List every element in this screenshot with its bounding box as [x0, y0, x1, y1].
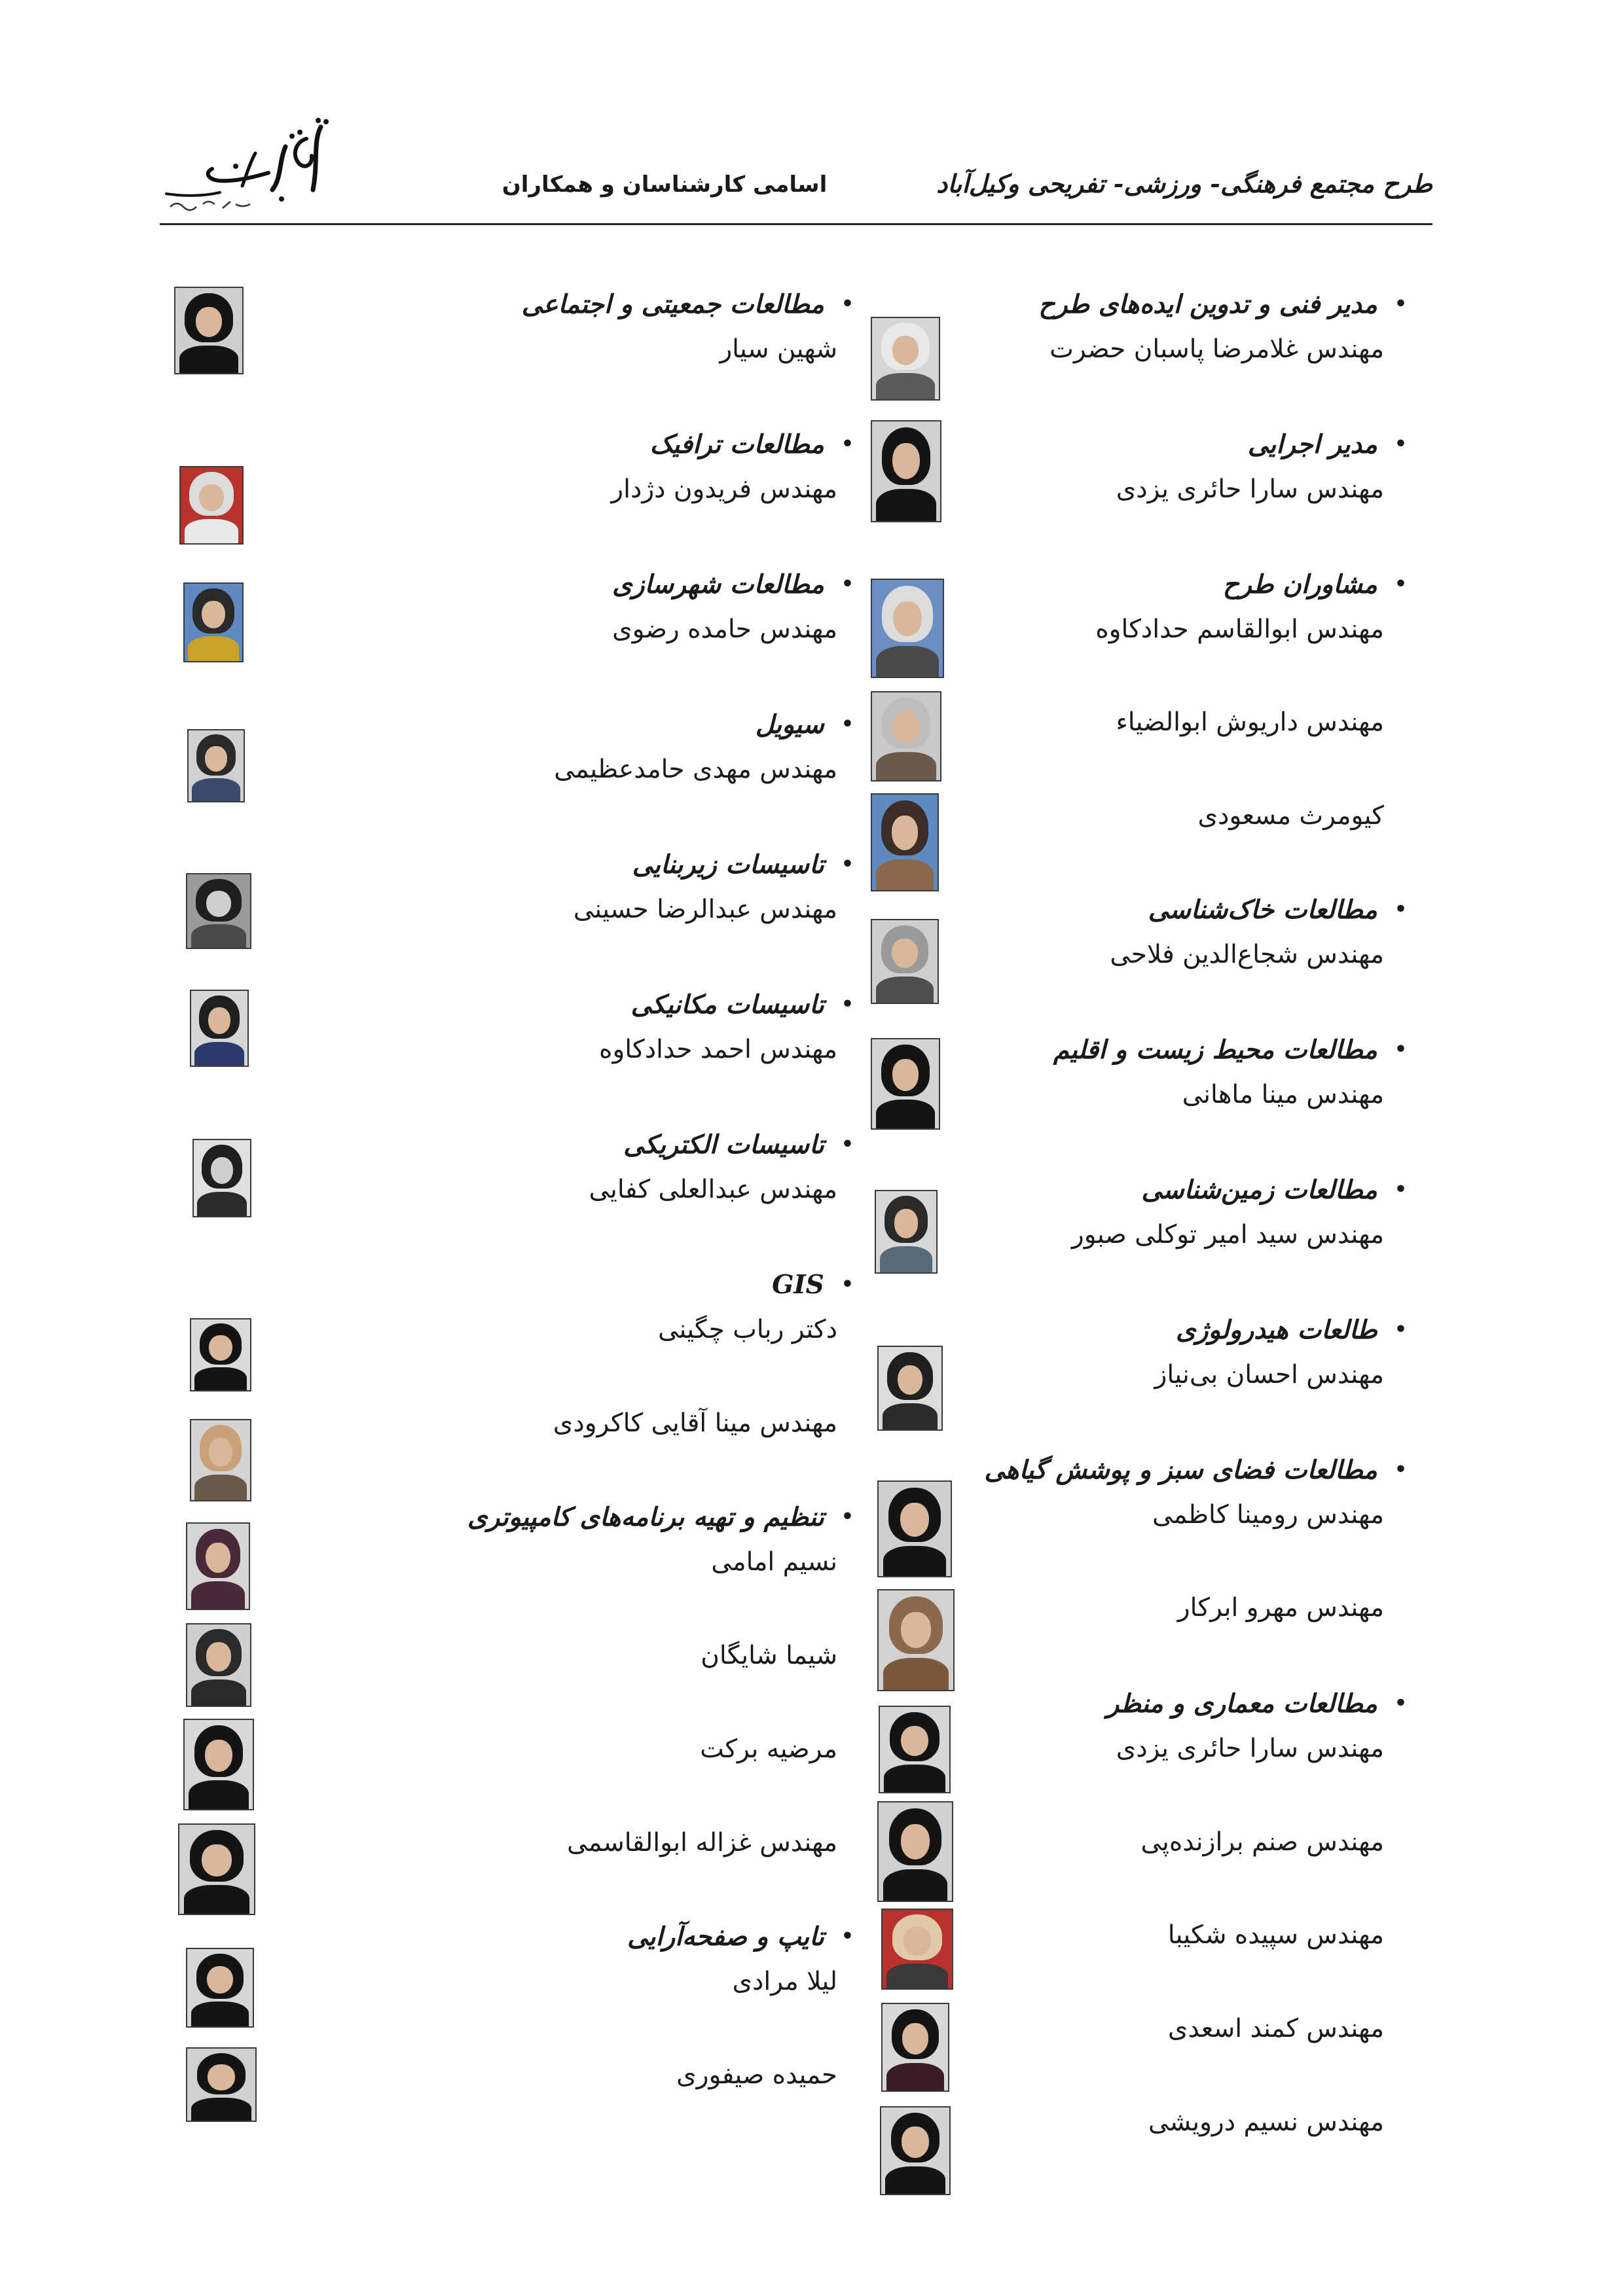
section-heading: •سیویل	[755, 709, 854, 740]
portrait-photo	[871, 793, 939, 891]
section-heading: •مطالعات جمعیتی و اجتماعی	[521, 289, 854, 319]
section-heading: •مطالعات ترافیک	[649, 429, 854, 459]
person-name: مهندس ابوالقاسم حدادکاوه	[1095, 615, 1384, 644]
section-heading: •مطالعات معماری و منظر	[1106, 1689, 1407, 1719]
person-name: مهندس مینا ماهانی	[1182, 1080, 1384, 1109]
person-name: مهندس مهرو ابرکار	[1177, 1593, 1384, 1623]
person-name: مرضیه برکت	[700, 1734, 837, 1764]
section-heading: •مطالعات زمین‌شناسی	[1141, 1175, 1407, 1205]
portrait-photo	[192, 1139, 251, 1217]
portrait-photo	[190, 1318, 251, 1391]
section-heading: •مطالعات محیط زیست و اقلیم	[1053, 1035, 1407, 1065]
portrait-photo	[190, 1419, 251, 1501]
portrait-photo	[879, 1706, 951, 1793]
portrait-photo	[179, 466, 244, 545]
person-name: مهندس احسان بی‌نیاز	[1154, 1360, 1384, 1390]
section-heading: •GIS	[772, 1270, 854, 1300]
person-name: مهندس سارا حائری یزدی	[1116, 1734, 1384, 1763]
person-name: مهندس احمد حدادکاوه	[599, 1035, 837, 1064]
section-heading: •تنظیم و تهیه برنامه‌های کامپیوتری	[467, 1502, 854, 1532]
person-name: مهندس رومینا کاظمی	[1152, 1500, 1384, 1530]
section-heading: •تاسیسات زیربنایی	[632, 850, 854, 880]
portrait-photo	[183, 583, 244, 662]
portrait-photo	[174, 287, 244, 374]
person-name: حمیده صیفوری	[676, 2060, 837, 2090]
section-heading: •مدیر فنی و تدوین ایده‌های طرح	[1038, 289, 1407, 319]
person-name: مهندس مهدی حامدعظیمی	[554, 755, 837, 784]
person-name: نسیم امامی	[711, 1547, 837, 1577]
section-heading: •تاسیسات الکتریکی	[623, 1130, 854, 1160]
section-heading: •مدیر اجرایی	[1247, 429, 1407, 459]
portrait-photo	[871, 579, 944, 678]
person-name: لیلا مرادی	[732, 1967, 837, 1996]
person-name: کیومرث مسعودی	[1197, 801, 1384, 831]
portrait-photo	[186, 2047, 257, 2122]
person-name: مهندس کمند اسعدی	[1167, 2014, 1384, 2043]
page-title: اسامی کارشناسان و همکاران	[501, 171, 828, 198]
portrait-photo	[881, 2003, 949, 2092]
portrait-photo	[871, 420, 941, 522]
section-heading: •تایپ و صفحه‌آرایی	[627, 1922, 854, 1952]
section-heading: •طالعات هیدرولوژی	[1176, 1315, 1407, 1345]
project-title: طرح مجتمع فرهنگی- ورزشی- تفریحی وکیل‌آباد	[936, 169, 1432, 198]
portrait-photo	[186, 1948, 254, 2028]
person-name: دکتر رباب چگینی	[658, 1315, 837, 1344]
person-name: مهندس شجاع‌الدین فلاحی	[1110, 940, 1384, 969]
person-name: مهندس سید امیر توکلی صبور	[1071, 1220, 1384, 1249]
person-name: مهندس مینا آقایی کاکرودی	[553, 1408, 837, 1438]
portrait-photo	[877, 1801, 953, 1902]
section-heading: •تاسیسات مکانیکی	[630, 990, 854, 1020]
portrait-photo	[187, 729, 245, 802]
person-name: مهندس عبدالعلی کفایی	[589, 1175, 837, 1204]
portrait-photo	[178, 1823, 255, 1915]
person-name: مهندس عبدالرضا حسینی	[573, 895, 837, 924]
person-name: شیما شایگان	[701, 1641, 837, 1670]
company-logo	[157, 113, 340, 224]
portrait-photo	[877, 1589, 955, 1691]
section-heading: •مطالعات شهرسازی	[612, 569, 854, 600]
section-heading: •مشاوران طرح	[1222, 569, 1407, 600]
portrait-photo	[871, 317, 940, 401]
portrait-photo	[186, 1623, 251, 1707]
header-divider	[160, 223, 1432, 225]
person-name: مهندس غزاله ابوالقاسمی	[567, 1828, 837, 1857]
person-name: مهندس حامده رضوی	[612, 615, 837, 644]
person-name: شهین سیار	[720, 334, 837, 364]
portrait-photo	[881, 1909, 953, 1990]
portrait-photo	[871, 1038, 940, 1130]
portrait-photo	[877, 1480, 952, 1577]
person-name: مهندس فریدون دژدار	[611, 475, 837, 504]
person-name: مهندس داریوش ابوالضیاء	[1116, 708, 1384, 737]
person-name: مهندس نسیم درویشی	[1148, 2108, 1384, 2137]
portrait-photo	[186, 1522, 250, 1610]
portrait-photo	[186, 873, 251, 949]
portrait-photo	[877, 1346, 943, 1431]
person-name: مهندس غلامرضا پاسبان حضرت	[1049, 334, 1384, 364]
section-heading: •مطالعات خاک‌شناسی	[1148, 895, 1407, 925]
section-heading: •مطالعات فضای سبز و پوشش گیاهی	[984, 1455, 1407, 1485]
person-name: مهندس صنم برازنده‌پی	[1140, 1827, 1384, 1857]
person-name: مهندس سپیده شکیبا	[1167, 1920, 1384, 1950]
portrait-photo	[880, 2106, 951, 2195]
portrait-photo	[871, 691, 941, 781]
portrait-photo	[871, 919, 939, 1004]
portrait-photo	[183, 1719, 254, 1810]
portrait-photo	[190, 990, 249, 1067]
person-name: مهندس سارا حائری یزدی	[1116, 475, 1384, 504]
portrait-photo	[875, 1190, 938, 1274]
